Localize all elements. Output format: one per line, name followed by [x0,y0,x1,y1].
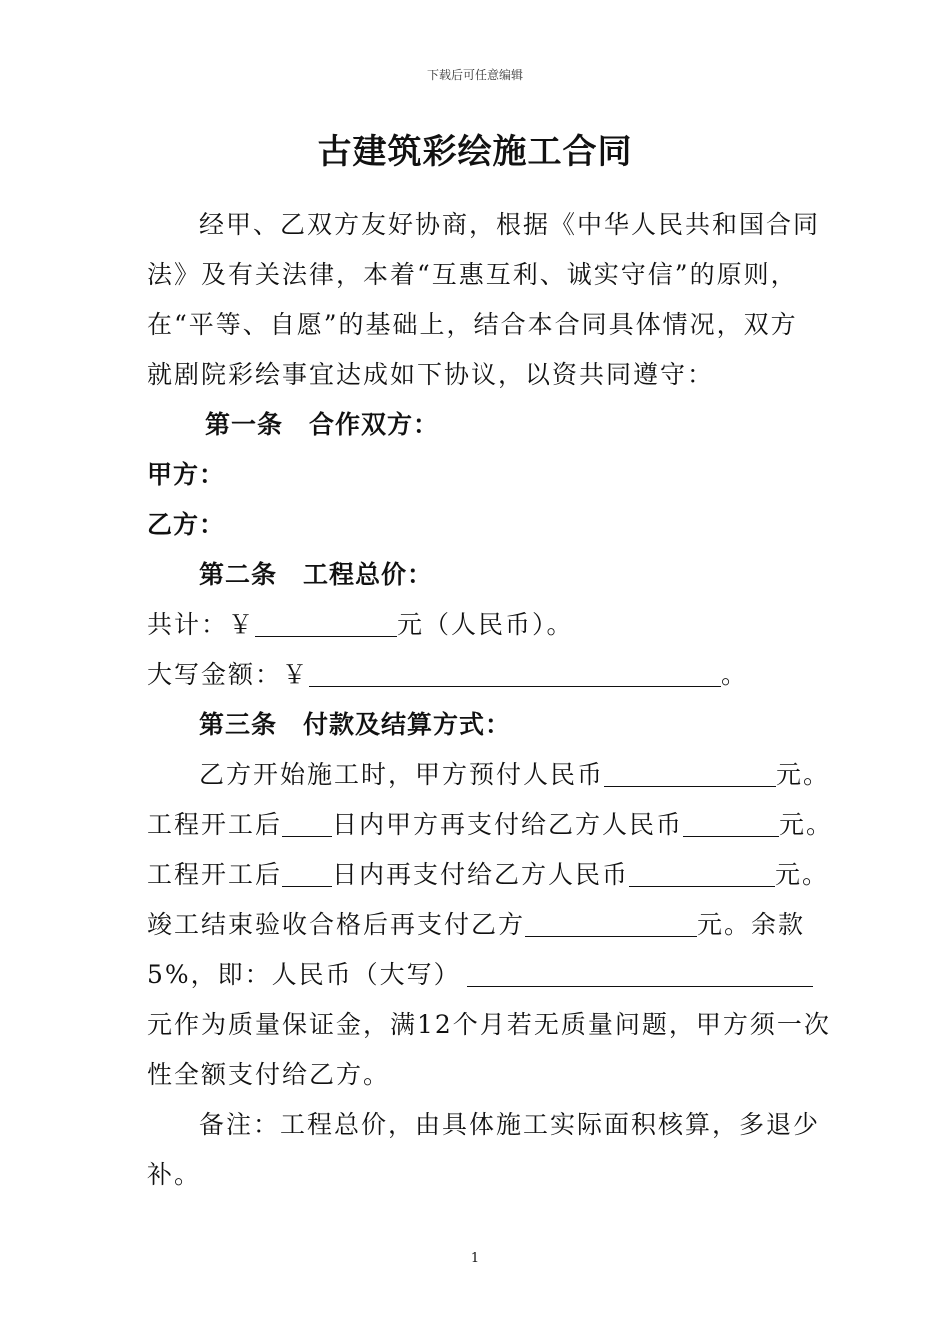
intro-line-1: 经甲、乙双方友好协商，根据《中华人民共和国合同 [199,210,821,239]
caps-prefix: 大写金额：￥ [147,660,310,689]
caps-suffix: 。 [721,660,749,689]
payment-text: 日内再支付给乙方人民币 [332,860,630,889]
remark-line-1: 备注：工程总价，由具体施工实际面积核算，多退少 [199,1110,821,1139]
intro-line-3: 在“平等、自愿”的基础上，结合本合同具体情况，双方 [147,310,798,339]
payment-line-3 [147,862,829,887]
final-payment-blank[interactable] [525,912,697,937]
remark-line-2: 补。 [147,1160,202,1189]
payment-text: 元。 [775,860,830,889]
total-prefix: 共计：￥ [147,610,256,639]
article2-heading: 第二条 工程总价： [199,560,434,589]
caps-amount-blank[interactable] [309,662,721,687]
payment-text: 日内甲方再支付给乙方人民币 [332,810,684,839]
page-number: 1 [470,1251,480,1266]
article3-heading: 第三条 付款及结算方式： [199,710,512,739]
days-blank[interactable] [282,862,332,887]
second-payment-blank[interactable] [683,812,779,837]
payment-text: 元。 [779,810,834,839]
document-title: 古建筑彩绘施工合同 [317,132,633,172]
third-payment-blank[interactable] [629,862,775,887]
payment-text: 5%，即：人民币（大写） [147,960,461,989]
payment-text: 元。余款 [697,910,806,939]
party-a-label: 甲方： [147,460,226,489]
intro-line-4: 就剧院彩绘事宜达成如下协议，以资共同遵守： [147,360,715,389]
retention-amount-blank[interactable] [467,962,813,987]
payment-line-4 [147,912,805,937]
total-suffix: 元（人民币）。 [397,610,574,639]
article1-heading: 第一条 合作双方： [205,410,440,439]
payment-text: 乙方开始施工时，甲方预付人民币 [199,760,605,789]
payment-text: 工程开工后 [147,860,283,889]
intro-line-2: 法》及有关法律，本着“互惠互利、诚实守信”的原则， [147,260,798,289]
payment-line-6: 元作为质量保证金，满12个月若无质量问题，甲方须一次 [147,1010,831,1039]
payment-text: 元。 [776,760,831,789]
party-b-label: 乙方： [147,510,226,539]
payment-line-2 [147,812,833,837]
total-amount-line [147,612,574,637]
header-note: 下载后可任意编辑 [426,68,523,82]
payment-text: 工程开工后 [147,810,283,839]
days-blank[interactable] [282,812,332,837]
payment-line-7: 性全额支付给乙方。 [147,1060,391,1089]
advance-payment-blank[interactable] [604,762,776,787]
payment-line-5 [147,962,813,987]
payment-text: 竣工结束验收合格后再支付乙方 [147,910,526,939]
caps-amount-line [147,662,748,687]
total-amount-blank[interactable] [255,612,397,637]
payment-line-1 [199,762,830,787]
